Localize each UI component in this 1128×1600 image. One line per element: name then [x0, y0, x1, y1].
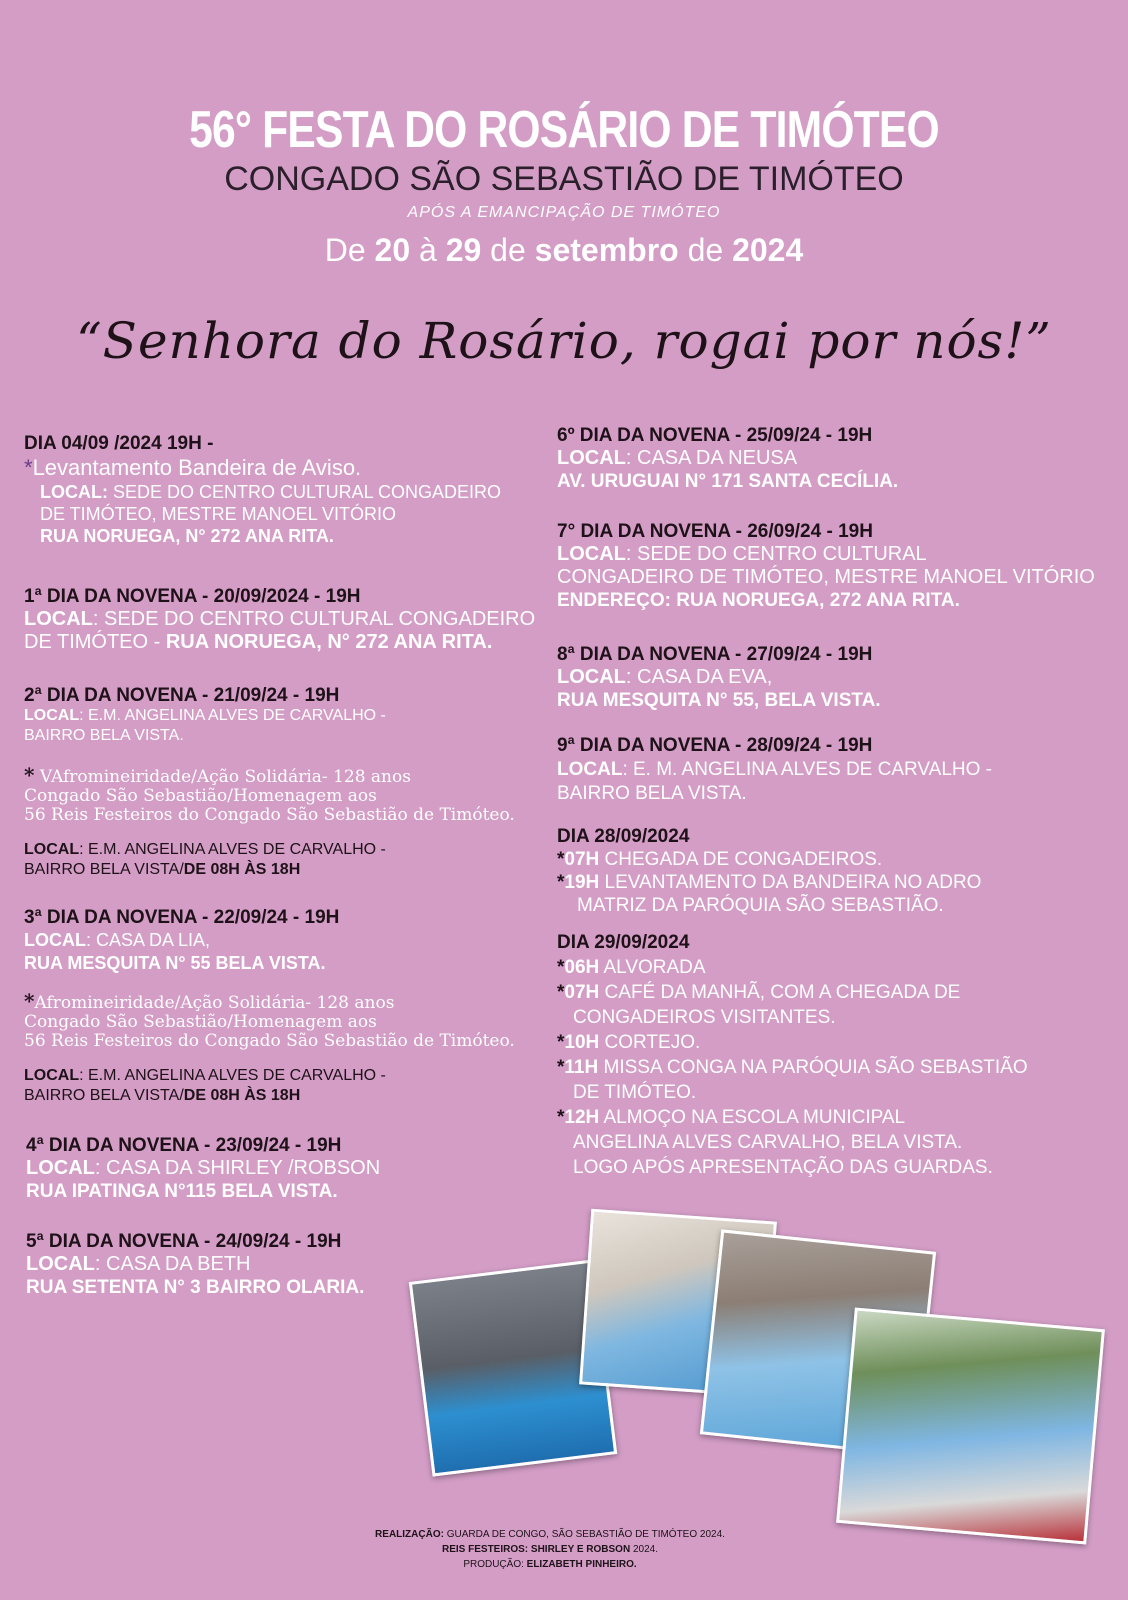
schedule-block-novena-3: 3ª DIA DA NOVENA - 22/09/24 - 19H LOCAL: CASA DA LIA, RUA MESQUITA N° 55 BELA VISTA. — [24, 907, 340, 973]
motto: “Senhora do Rosário, rogai por nós!” — [76, 312, 1052, 370]
subtitle: CONGADO SÃO SEBASTIÃO DE TIMÓTEO — [224, 160, 904, 198]
schedule-block-novena-7: 7° DIA DA NOVENA - 26/09/24 - 19H LOCAL: SEDE DO CENTRO CULTURAL CONGADEIRO DE TIMÓTEO, MESTRE MANOEL VITÓRIO ENDEREÇO: RUA NORUEGA, 272 ANA RITA. — [557, 521, 1095, 611]
solidarity-location-1: LOCAL: E.M. ANGELINA ALVES DE CARVALHO - BAIRRO BELA VISTA/DE 08H ÀS 18H — [24, 841, 386, 878]
schedule-block-novena-1: 1ª DIA DA NOVENA - 20/09/2024 - 19H LOCAL: SEDE DO CENTRO CULTURAL CONGADEIRO DE TIMÓTEO - RUA NORUEGA, N° 272 ANA RITA. — [24, 586, 536, 653]
credits-footer: REALIZAÇÃO: GUARDA DE CONGO, SÃO SEBASTIÃO DE TIMÓTEO 2024. REIS FESTEIROS: SHIRLEY E ROBSON 2024. PRODUÇÃO: ELIZABETH PINHEIRO. — [375, 1529, 725, 1570]
schedule-block-novena-8: 8ª DIA DA NOVENA - 27/09/24 - 19H LOCAL: CASA DA EVA, RUA MESQUITA N° 55, BELA VISTA. — [557, 644, 881, 711]
photo-congado-group — [836, 1307, 1105, 1544]
schedule-block-novena-6: 6º DIA DA NOVENA - 25/09/24 - 19H LOCAL: CASA DA NEUSA AV. URUGUAI N° 171 SANTA CECÍLIA. — [557, 425, 899, 492]
solidarity-action-2: *Afromineiridade/Ação Solidária- 128 anos Congado São Sebastião/Homenagem aos 56 Reis Festeiros do Congado São Sebastião de Timóteo. — [24, 989, 515, 1051]
schedule-day-29: DIA 29/09/2024 *06H ALVORADA *07H CAFÉ DA MANHÃ, COM A CHEGADA DE CONGADEIROS VISITANTES. *10H CORTEJO. *11H MISSA CONGA NA PARÓQUIA SÃO SEBASTIÃO DE TIMÓTEO. *12H ALMOÇO NA ESCOLA MUNICIPAL ANGELINA ALVES CARVALHO, BELA VISTA. LOGO APÓS APRESENTAÇÃO DAS GUARDAS. — [557, 932, 1028, 1178]
page-title: 56° FESTA DO ROSÁRIO DE TIMÓTEO — [189, 101, 939, 159]
schedule-block-novena-5: 5ª DIA DA NOVENA - 24/09/24 - 19H LOCAL: CASA DA BETH RUA SETENTA N° 3 BAIRRO OLARIA. — [26, 1231, 365, 1298]
schedule-block-novena-9: 9ª DIA DA NOVENA - 28/09/24 - 19H LOCAL: E. M. ANGELINA ALVES DE CARVALHO - BAIRRO BELA VISTA. — [557, 735, 993, 804]
schedule-block-novena-4: 4ª DIA DA NOVENA - 23/09/24 - 19H LOCAL: CASA DA SHIRLEY /ROBSON RUA IPATINGA N°115 BELA VISTA. — [26, 1135, 381, 1202]
solidarity-location-2: LOCAL: E.M. ANGELINA ALVES DE CARVALHO - BAIRRO BELA VISTA/DE 08H ÀS 18H — [24, 1067, 386, 1104]
solidarity-action-1: * VAfromineiridade/Ação Solidária- 128 anos Congado São Sebastião/Homenagem aos 56 Reis Festeiros do Congado São Sebastião de Timóteo. — [24, 763, 515, 825]
schedule-block-novena-2: 2ª DIA DA NOVENA - 21/09/24 - 19H LOCAL: E.M. ANGELINA ALVES DE CARVALHO - BAIRRO BELA VISTA. — [24, 685, 386, 744]
emancipation-note: APÓS A EMANCIPAÇÃO DE TIMÓTEO — [407, 204, 721, 221]
schedule-block-aviso: DIA 04/09 /2024 19H - *Levantamento Bandeira de Aviso. LOCAL: SEDE DO CENTRO CULTURAL CONGADEIRO DE TIMÓTEO, MESTRE MANOEL VITÓRIO RUA NORUEGA, N° 272 ANA RITA. — [24, 433, 502, 546]
schedule-day-28: DIA 28/09/2024 *07H CHEGADA DE CONGADEIROS. *19H LEVANTAMENTO DA BANDEIRA NO ADRO MATRIZ DA PARÓQUIA SÃO SEBASTIÃO. — [557, 826, 982, 916]
event-dates: De 20 à 29 de setembro de 2024 — [324, 232, 804, 268]
